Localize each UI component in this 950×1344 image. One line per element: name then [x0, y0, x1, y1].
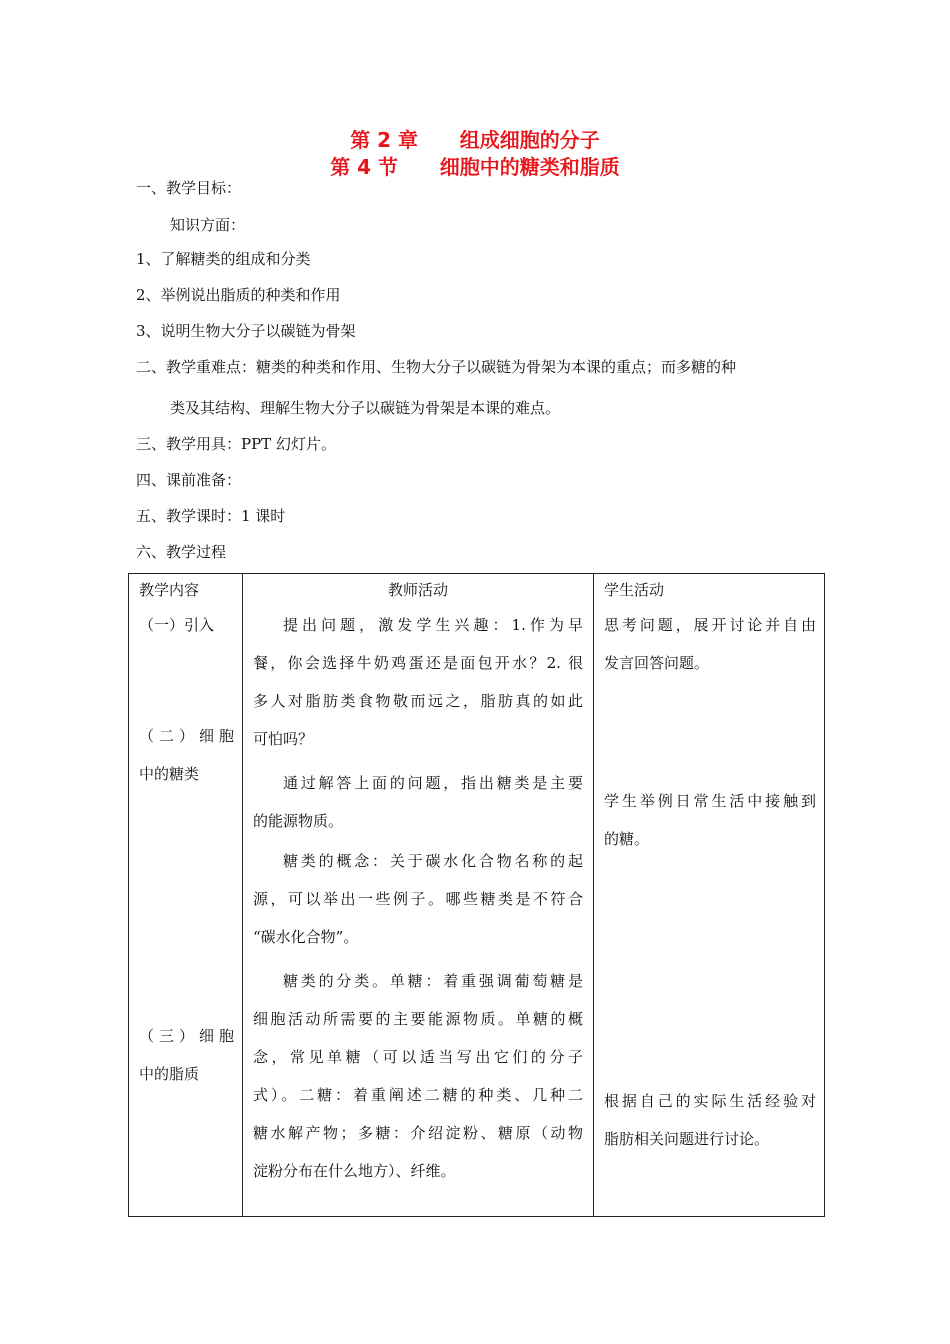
- heading-process: 六、教学过程: [136, 543, 227, 561]
- teacher-paragraph-2: 通过解答上面的问题，指出糖类是主要 的能源物质。: [253, 774, 583, 830]
- heading-key-points-line2: 类及其结构、理解生物大分子以碳链为骨架是本课的难点。: [170, 399, 561, 417]
- objective-item-1: 1、了解糖类的组成和分类: [136, 250, 311, 268]
- knowledge-label: 知识方面：: [170, 216, 246, 234]
- section-intro: （一）引入: [139, 616, 215, 634]
- objective-item-3: 3、说明生物大分子以碳链为骨架: [136, 322, 356, 340]
- student-activity-column: [594, 574, 825, 1217]
- objective-item-2: 2、举例说出脂质的种类和作用: [136, 286, 341, 304]
- teaching-process-table: [128, 573, 825, 1217]
- content-column: [129, 574, 243, 1217]
- teacher-paragraph-1: 提出问题，激发学生兴趣：1.作为早 餐，你会选择牛奶鸡蛋还是面包开水？2. 很 多人对脂肪类食物敬而远之，脂肪真的如此 可怕吗？: [253, 616, 583, 748]
- heading-class-hours: 五、教学课时：1 课时: [136, 507, 286, 525]
- section-lipids: （三）细胞 中的脂质: [139, 1027, 234, 1083]
- section-title: 第 4 节 细胞中的糖类和脂质: [330, 155, 620, 179]
- heading-tools: 三、教学用具：PPT 幻灯片。: [136, 435, 336, 453]
- teacher-paragraph-4: 糖类的分类。单糖：着重强调葡萄糖是 细胞活动所需要的主要能源物质。单糖的概 念，常见单糖（可以适当写出它们的分子 式）。二糖：着重阐述二糖的种类、几种二 糖水解产物；多糖：介绍淀粉、糖原（动物 淀粉分布在什么地方）、纤维。: [253, 972, 583, 1180]
- header-content: 教学内容: [139, 581, 200, 599]
- heading-preparation: 四、课前准备：: [136, 471, 242, 489]
- student-activity-1: 思考问题，展开讨论并自由 发言回答问题。: [604, 616, 816, 672]
- teacher-activity-column: [243, 574, 594, 1217]
- heading-objectives: 一、教学目标：: [136, 179, 242, 197]
- student-activity-2: 学生举例日常生活中接触到 的糖。: [604, 792, 816, 848]
- header-student-activity: 学生活动: [604, 581, 665, 599]
- heading-key-points-line1: 二、教学重难点：糖类的种类和作用、生物大分子以碳链为骨架为本课的重点；而多糖的种: [136, 358, 737, 376]
- student-activity-3: 根据自己的实际生活经验对 脂肪相关问题进行讨论。: [604, 1092, 816, 1148]
- section-sugars: （二）细胞 中的糖类: [139, 727, 234, 783]
- chapter-title: 第 2 章 组成细胞的分子: [350, 128, 600, 152]
- header-teacher-activity: 教师活动: [387, 581, 448, 599]
- teacher-paragraph-3: 糖类的概念：关于碳水化合物名称的起 源，可以举出一些例子。哪些糖类是不符合 “碳水化合物”。: [253, 852, 583, 946]
